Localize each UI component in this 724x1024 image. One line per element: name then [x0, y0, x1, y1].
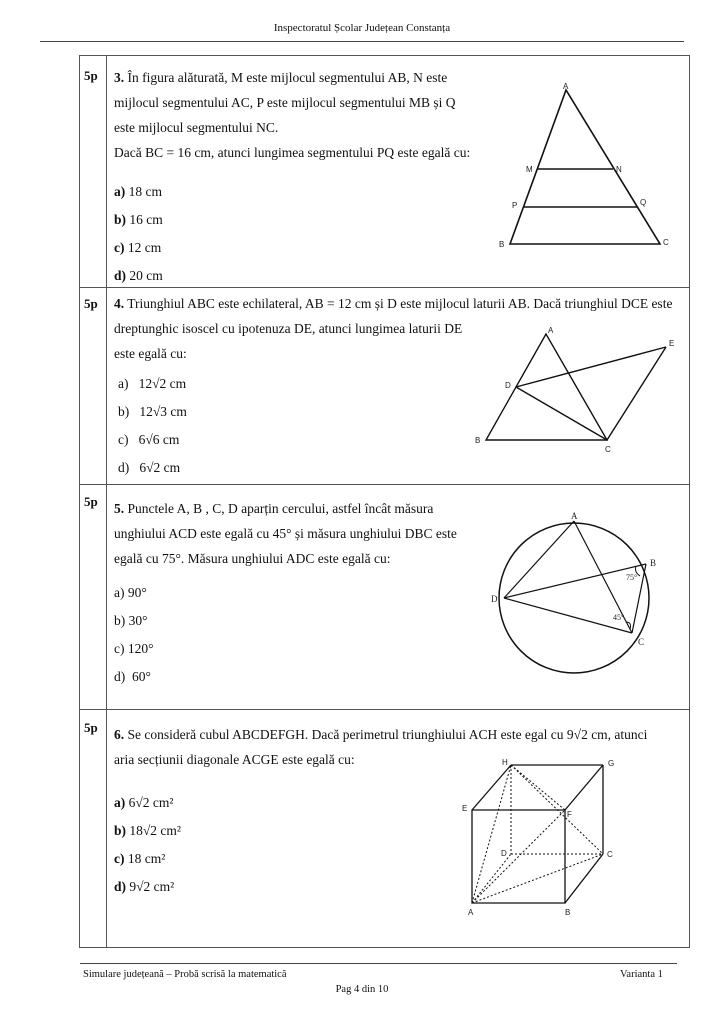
label-a: A [548, 326, 554, 335]
problem-3-points: 5p [84, 68, 98, 83]
option-d: d) 60° [114, 669, 151, 684]
problem-5-line: Punctele A, B , C, D aparțin cercului, astfel încât măsura [127, 501, 434, 516]
row-divider [80, 709, 689, 710]
label-c: C [607, 850, 613, 859]
option-d: d) 9√2 cm² [114, 879, 175, 894]
angle-75: 75° [626, 573, 638, 582]
problem-6-number: 6. [114, 727, 125, 742]
footer-page-number: Pag 4 din 10 [335, 984, 389, 995]
angle-45: 45° [613, 613, 625, 622]
label-n: N [616, 165, 622, 174]
row-divider [80, 484, 689, 485]
problem-4-options [118, 370, 187, 482]
problem-5-line: egală cu 75°. Măsura unghiului ADC este egală cu: [114, 551, 391, 566]
option-c: c) 120° [114, 641, 154, 656]
problem-6-options [114, 789, 181, 901]
footer-exam-title: Simulare județeană – Probă scrisă la matematică [83, 969, 287, 980]
label-b: B [475, 436, 481, 445]
problem-5-options [114, 579, 154, 691]
problem-3-line: În figura alăturată, M este mijlocul segmentului AB, N este [127, 70, 448, 85]
problem-3-line: este mijlocul segmentului NC. [114, 120, 279, 135]
label-a: A [563, 82, 569, 91]
label-b: B [565, 908, 571, 917]
label-d: D [501, 849, 507, 858]
option-b: b) 30° [114, 613, 148, 628]
header-rule [40, 41, 684, 42]
label-b: B [499, 240, 505, 249]
cube-figure [455, 753, 635, 923]
footer-rule [80, 963, 677, 964]
option-b: b) 18√2 cm² [114, 823, 181, 838]
label-a: A [468, 908, 474, 917]
label-c: C [638, 637, 645, 647]
problem-6-line: Se consideră cubul ABCDEFGH. Dacă perimetrul triunghiului ACH este egal cu 9√2 cm, atunci [127, 727, 648, 742]
points-column-divider [106, 56, 107, 947]
label-e: E [669, 339, 675, 348]
problems-table [79, 55, 690, 948]
problem-4-points: 5p [84, 296, 98, 311]
problem-5-statement [114, 496, 484, 571]
problem-5-points: 5p [84, 494, 98, 509]
label-m: M [526, 165, 533, 174]
problem-5-number: 5. [114, 501, 125, 516]
problem-4-number: 4. [114, 296, 125, 311]
label-q: Q [640, 198, 647, 207]
option-a: a) 18 cm [114, 184, 162, 199]
label-f: F [567, 810, 572, 819]
equilateral-triangle-figure [475, 326, 685, 461]
problem-3-line: mijlocul segmentului AC, P este mijlocul segmentului MB și Q [114, 95, 456, 110]
problem-3-line: Dacă BC = 16 cm, atunci lungimea segmentului PQ este egală cu: [114, 145, 471, 160]
option-a: a) 12√2 cm [118, 376, 187, 391]
row-divider [80, 287, 689, 288]
option-c: c) 12 cm [114, 240, 162, 255]
option-a: a) 6√2 cm² [114, 795, 174, 810]
problem-6-line: aria secțiunii diagonale ACGE este egală cu: [114, 752, 355, 767]
label-d: D [505, 381, 511, 390]
option-c: c) 6√6 cm [118, 432, 180, 447]
problem-6-points: 5p [84, 720, 98, 735]
label-d: D [491, 594, 498, 604]
page-header: Inspectoratul Școlar Județean Constanța [273, 22, 451, 34]
problem-3-number: 3. [114, 70, 125, 85]
option-d: d) 20 cm [114, 268, 163, 283]
label-c: C [663, 238, 669, 247]
problem-4-line: Triunghiul ABC este echilateral, AB = 12 cm și D este mijlocul laturii AB. Dacă triunghiul DCE este [127, 296, 673, 311]
option-a: a) 90° [114, 585, 147, 600]
problem-4-line: este egală cu: [114, 346, 187, 361]
problem-4-line: dreptunghic isoscel cu ipotenuza DE, atunci lungimea laturii DE [114, 321, 463, 336]
option-d: d) 6√2 cm [118, 460, 181, 475]
triangle-midpoints-figure [490, 80, 680, 280]
option-c: c) 18 cm² [114, 851, 166, 866]
problem-3-options [114, 178, 163, 290]
label-h: H [502, 758, 508, 767]
option-b: b) 16 cm [114, 212, 163, 227]
footer-variant: Varianta 1 [620, 969, 663, 980]
inscribed-circle-figure [480, 506, 670, 686]
label-c: C [605, 445, 611, 454]
label-e: E [462, 804, 468, 813]
label-p: P [512, 201, 518, 210]
problem-3-statement [114, 65, 494, 165]
label-b: B [650, 558, 657, 568]
label-a: A [571, 511, 578, 521]
problem-5-line: unghiului ACD este egală cu 45° și măsura unghiului DBC este [114, 526, 457, 541]
option-b: b) 12√3 cm [118, 404, 187, 419]
label-g: G [608, 759, 615, 768]
